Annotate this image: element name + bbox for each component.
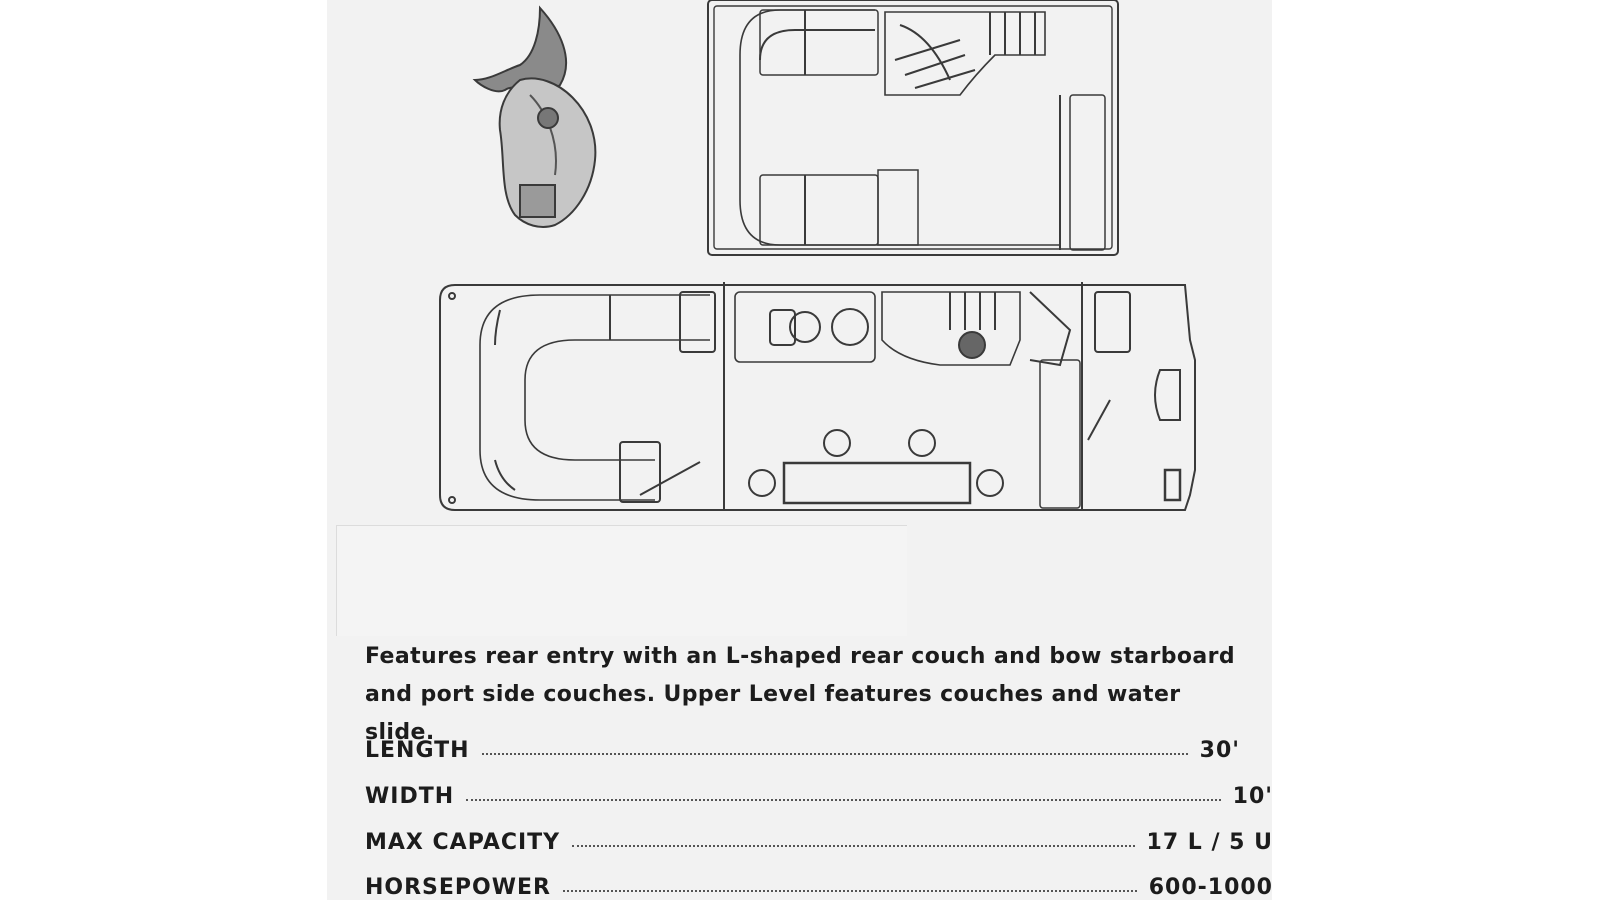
spec-row-horsepower bbox=[365, 875, 1273, 900]
blank-inset-box bbox=[336, 525, 907, 636]
spec-row-length bbox=[365, 738, 1240, 763]
dotted-leader bbox=[572, 845, 1134, 847]
spec-row-width bbox=[365, 784, 1273, 809]
dotted-leader bbox=[563, 890, 1137, 892]
dotted-leader bbox=[482, 753, 1188, 755]
main-deck-plan bbox=[440, 282, 1195, 510]
spec-value: 30' bbox=[1199, 738, 1240, 763]
spec-label: LENGTH bbox=[365, 738, 470, 763]
floor-plan-description: Features rear entry with an L-shaped rear couch and bow starboard and port side couches. Upper Level features couches and water slide. bbox=[365, 644, 1236, 745]
spec-label: WIDTH bbox=[365, 784, 455, 809]
spec-row-max-capacity bbox=[365, 830, 1273, 855]
spec-value: 17 L / 5 U bbox=[1146, 830, 1273, 855]
spec-value: 10' bbox=[1232, 784, 1273, 809]
spec-label: MAX CAPACITY bbox=[365, 830, 561, 855]
dotted-leader bbox=[466, 799, 1221, 801]
upper-deck-plan bbox=[708, 0, 1118, 255]
spec-value: 600-1000 bbox=[1148, 875, 1273, 900]
spec-label: HORSEPOWER bbox=[365, 875, 551, 900]
pirate-mascot-logo bbox=[475, 8, 595, 227]
